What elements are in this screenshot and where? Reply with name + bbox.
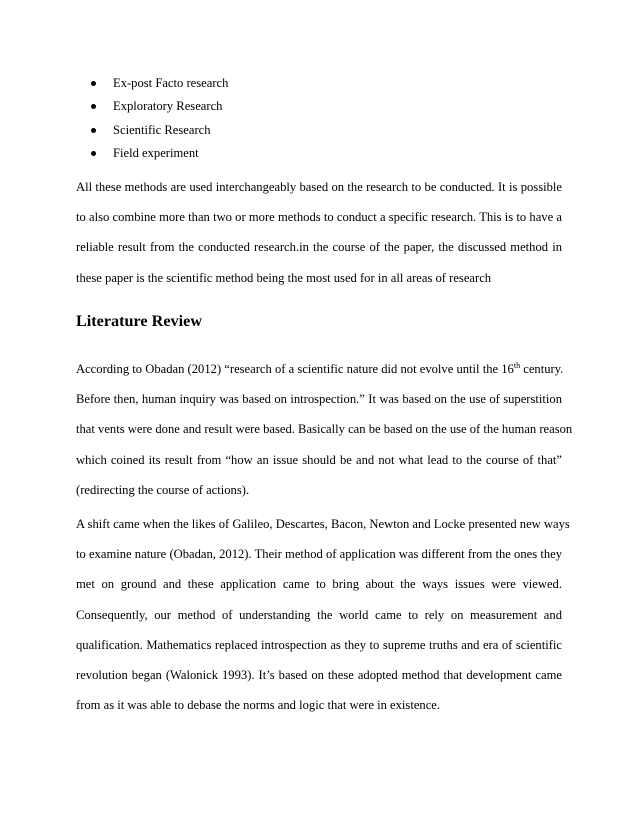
- paragraph-line: reliable result from the conducted research.in the course of the paper, the discussed method in: [76, 240, 562, 255]
- paragraph-line: Consequently, our method of understanding the world came to rely on measurement and: [76, 607, 562, 622]
- bullet-icon: [91, 128, 96, 133]
- superscript-text: th: [513, 360, 521, 370]
- paragraph-line: (redirecting the course of actions).: [76, 482, 250, 497]
- list-item: [0, 142, 638, 165]
- bullet-text: Scientific Research: [113, 122, 211, 137]
- paragraph-line: All these methods are used interchangeably based on the research to be conducted. It is possible: [76, 180, 562, 194]
- bullet-text: Field experiment: [113, 145, 199, 160]
- paragraph-line: revolution began (Walonick 1993). It’s based on these adopted method that development came: [76, 668, 562, 683]
- bullet-text: Ex-post Facto research: [113, 76, 229, 90]
- bullet-icon: [91, 151, 96, 156]
- list-item: [0, 95, 638, 118]
- methods-paragraph: [76, 172, 562, 293]
- list-item: [0, 72, 638, 95]
- paragraph-line: [76, 354, 562, 384]
- paragraph-line: from as it was able to debase the norms and logic that were in existence.: [76, 698, 441, 713]
- paragraph-line: these paper is the scientific method being the most used for in all areas of research: [76, 270, 492, 285]
- bullet-icon: [91, 104, 96, 109]
- paragraph-line: met on ground and these application came to bring about the ways issues were viewed.: [76, 577, 562, 592]
- paragraph-line: Before then, human inquiry was based on introspection.” It was based on the use of superstition: [76, 392, 562, 407]
- section-heading: Literature Review: [76, 312, 203, 330]
- paragraph-line: A shift came when the likes of Galileo, Descartes, Bacon, Newton and Locke presented new ways: [76, 517, 570, 531]
- list-item: [0, 119, 638, 142]
- paragraph-line: which coined its result from “how an issue should be and not what lead to the course of that”: [76, 452, 562, 467]
- bullet-text: Exploratory Research: [113, 99, 223, 114]
- bullet-icon: [91, 81, 96, 86]
- paragraph-line: qualification. Mathematics replaced introspection as they to supreme truths and era of scientific: [76, 637, 562, 652]
- paragraph-text: century.: [520, 362, 564, 376]
- paragraph-line: that vents were done and result were based. Basically can be based on the use of the human reason: [76, 422, 573, 437]
- method-bullet-list: [0, 72, 638, 165]
- paragraph-line: to also combine more than two or more methods to conduct a specific research. This is to have a: [76, 210, 562, 225]
- literature-paragraph: [76, 354, 573, 505]
- paragraph-line: to examine nature (Obadan, 2012). Their method of application was different from the ones they: [76, 547, 562, 562]
- paragraph-text: According to Obadan (2012) “research of a scientific nature did not evolve until the 16: [76, 362, 514, 376]
- shift-paragraph: [76, 509, 570, 720]
